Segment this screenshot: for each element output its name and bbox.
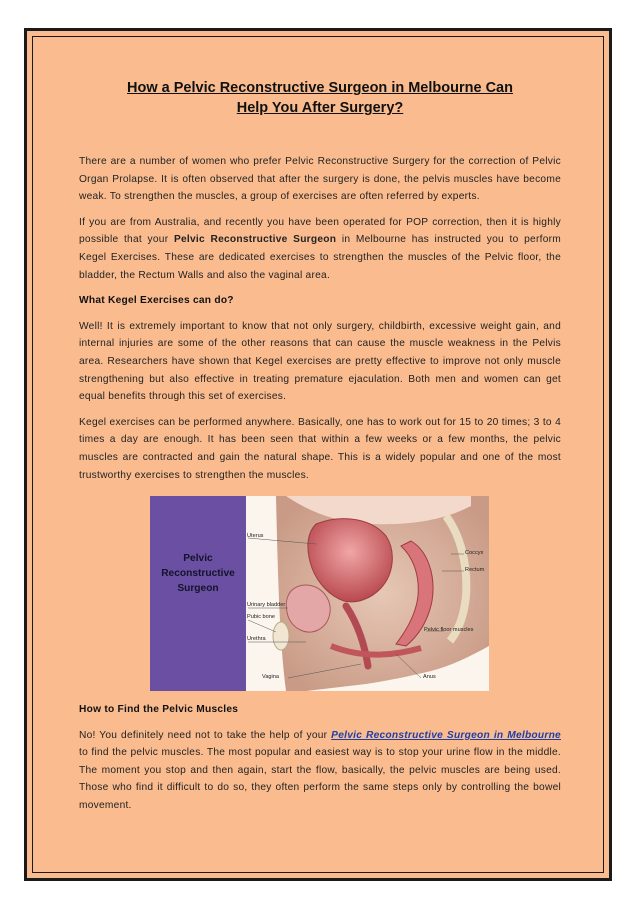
label-coccyx: Coccyx [465, 550, 484, 557]
label-vagina: Vagina [262, 674, 280, 681]
paragraph-australia [79, 214, 561, 284]
label-urethra: Urethra [247, 636, 266, 643]
label-rectum: Rectum [465, 567, 485, 574]
caption-line-3: Surgeon [177, 583, 219, 595]
paragraph-australia-start: If you are from Australia, and recently you have been operated for POP correction, then it is highly possible that your [79, 216, 561, 246]
title-line-2: Help You After Surgery? [236, 100, 404, 116]
document-content [79, 78, 561, 815]
paragraph-find-muscles [79, 727, 561, 815]
paragraph-causes: Well! It is extremely important to know that not only surgery, childbirth, excessive weight gain, and internal injuries are some of the other reasons that can cause the muscle weakness in the Pelvis area. Researchers have shown that Kegel exercises are pretty effective to improve not only muscle strengthening but also effective in treating premature ejaculation. Both men and women can get equal benefits through this set of exercises. [79, 320, 561, 403]
label-uterus: Uterus [247, 533, 264, 540]
paragraph-find-end: to find the pelvic muscles. The most popular and easiest way is to stop your urine flow in the middle. The moment you stop and then again, start the flow, basically, the pelvic muscles are being used. Those who find it difficult to do so, they often perform the same steps only by controlling the bowel movement. [79, 747, 561, 812]
heading-kegel: What Kegel Exercises can do? [79, 295, 234, 307]
heading-find-muscles: How to Find the Pelvic Muscles [79, 704, 239, 716]
surgeon-melbourne-link[interactable]: Pelvic Reconstructive Surgeon in Melbourne [331, 729, 561, 741]
pelvic-anatomy-drawing [246, 496, 489, 691]
anatomy-figure [150, 496, 489, 691]
figure-caption-panel [150, 496, 246, 691]
caption-line-2: Reconstructive [161, 568, 235, 580]
surgeon-bold-term: Pelvic Reconstructive Surgeon [173, 234, 337, 246]
paragraph-australia-end: in Melbourne has instructed you to perform Kegel Exercises. These are dedicated exercises to strengthen the muscles of the Pelvic floor, the bladder, the Rectum Walls and also the vaginal area. [79, 234, 561, 281]
pubic-bone [273, 622, 289, 650]
caption-line-1: Pelvic [183, 553, 213, 565]
label-urinary-bladder: Urinary bladder [247, 602, 286, 609]
label-anus: Anus [423, 674, 436, 681]
paragraph-find-start: No! You definitely need not to take the help of your [79, 729, 332, 741]
document-title [79, 78, 561, 118]
pelvic-anatomy-illustration [246, 496, 489, 691]
title-line-1: How a Pelvic Reconstructive Surgeon in Melbourne Can [127, 80, 513, 96]
label-pubic-bone: Pubic bone [247, 614, 275, 621]
figure-caption [150, 551, 246, 596]
paragraph-kegel-routine: Kegel exercises can be performed anywhere. Basically, one has to work out for 15 to 20 times; 3 to 4 times a day are enough. It has been seen that within a few weeks or a few months, the pelvic muscles are contracted and gain the natural shape. This is a widely popular and one of the most trustworthy exercises to strengthen the muscles. [79, 416, 561, 481]
label-pelvic-floor-muscles: Pelvic floor muscles [424, 627, 474, 634]
paragraph-intro: There are a number of women who prefer Pelvic Reconstructive Surgery for the correction of Pelvic Organ Prolapse. It is often observed that after the surgery is done, the pelvis muscles have become weak. To strengthen the muscles, a group of exercises are often referred by experts. [79, 156, 561, 203]
